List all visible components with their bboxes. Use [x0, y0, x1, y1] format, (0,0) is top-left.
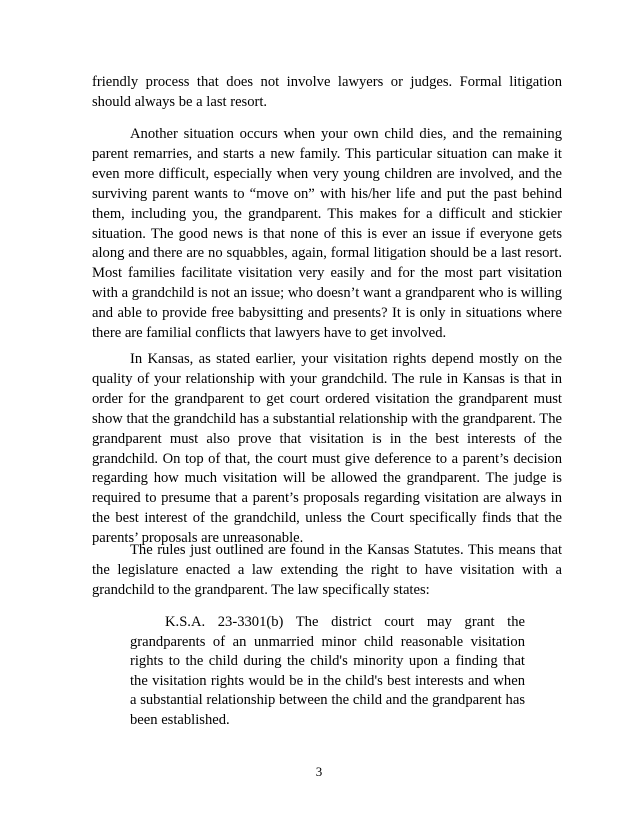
page-number: 3	[315, 764, 323, 779]
paragraph-kansas-statutes: The rules just outlined are found in the Kansas Statutes. This means that the legislature enacted a law extending the right to have visitation with a grandchild to the grandparent. The law specifically states:	[92, 542, 562, 598]
paragraph-child-dies: Another situation occurs when your own child dies, and the remaining parent remarries, and starts a new family. This particular situation can make it even more difficult, especially when very young children are involved, and the surviving parent wants to “move on” with his/her life and put the past behind them, including you, the grandparent. This makes for a difficult and stickier situation. The good news is that none of this is ever an issue if everyone gets along and there are no squabbles, again, formal litigation should be a last resort. Most families facilitate visitation very easily and for the most part visitation with a grandchild is not an issue; who doesn’t want a grandparent who is willing and able to provide free babysitting and presents? It is only in situations where there are familial conflicts that lawyers have to get involved.	[92, 126, 562, 342]
paragraph-continuation: friendly process that does not involve lawyers or judges. Formal litigation should always be a last resort.	[92, 74, 562, 110]
statute-block-quote: K.S.A. 23-3301(b) The district court may grant the grandparents of an unmarried minor child reasonable visitation rights to the child during the child's minority upon a finding that the visitation rights would be in the child's best interests and when a substantial relationship between the child and the grandparent has been established.	[130, 614, 525, 728]
paragraph-kansas-rule: In Kansas, as stated earlier, your visitation rights depend mostly on the quality of your relationship with your grandchild. The rule in Kansas is that in order for the grandparent to get court ordered visitation the grandparent must show that the grandchild has a substantial relationship with the grandparent. The grandparent must also prove that visitation is in the best interests of the grandchild. On top of that, the court must give deference to a parent’s decision regarding how much visitation will be allowed the grandparent. The judge is required to presume that a parent’s proposals regarding visitation are always in the best interest of the grandchild, unless the Court specifically finds that the parents’ proposals are unreasonable.	[92, 351, 562, 547]
